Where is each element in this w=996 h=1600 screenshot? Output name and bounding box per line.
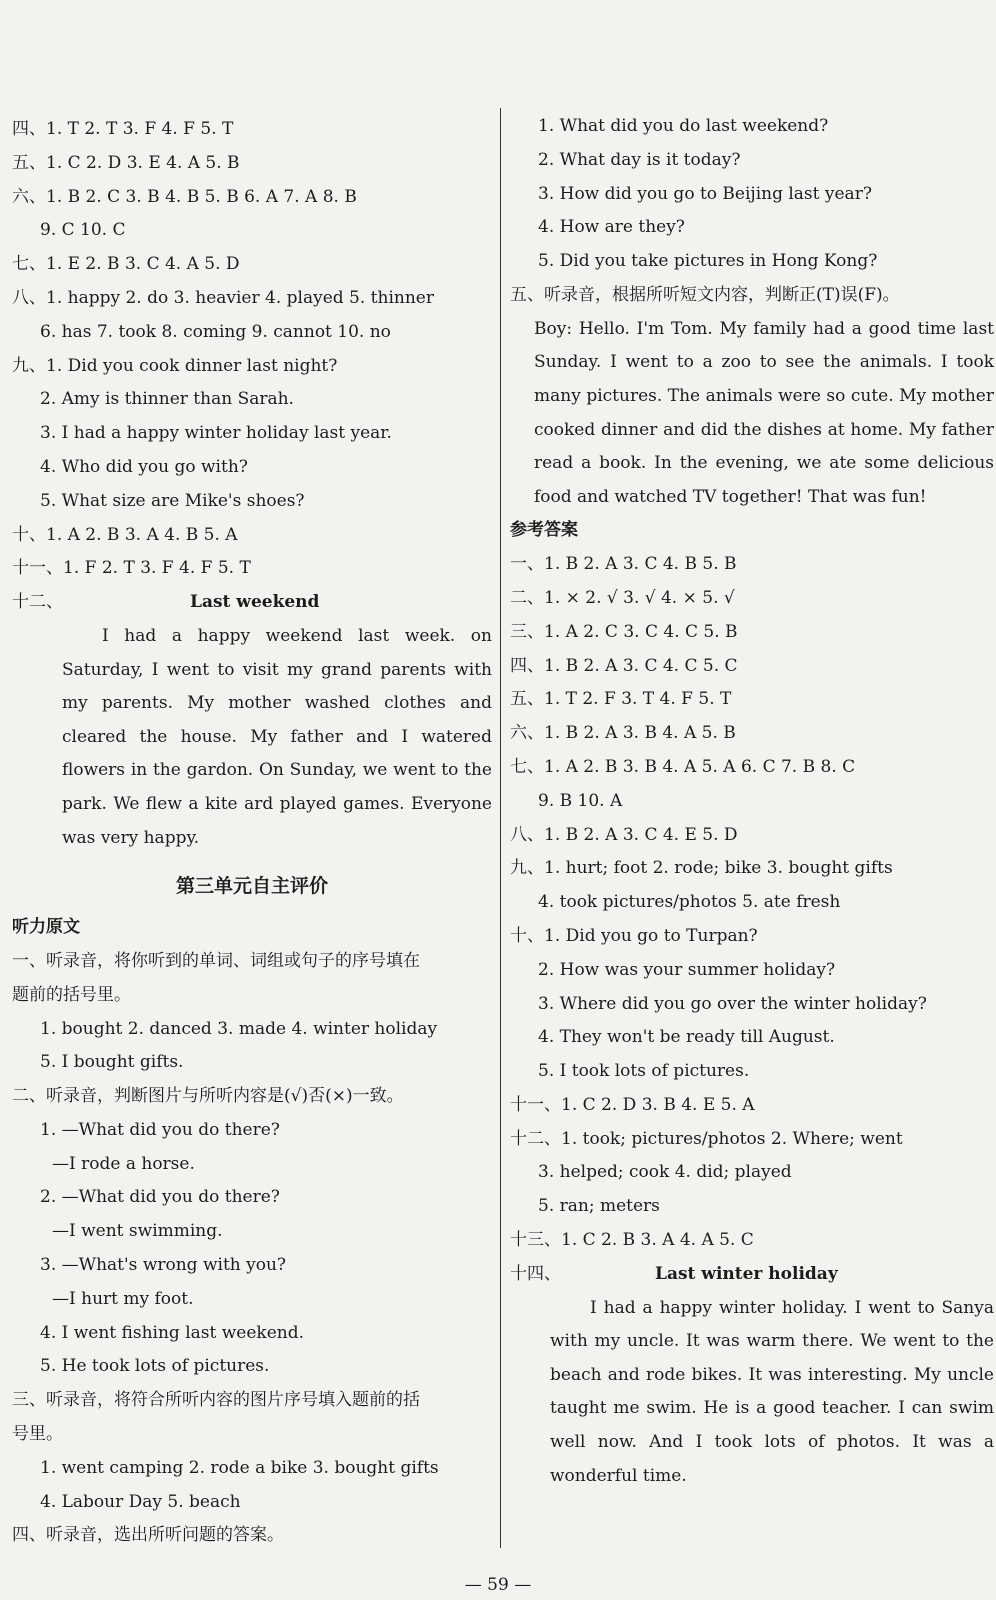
column-divider [500,108,501,1548]
question-line: 2. What day is it today? [538,149,741,170]
answer-line: 9. B 10. A [538,790,623,811]
question-line: 4. How are they? [538,217,685,238]
question-line: 1. What did you do last weekend? [538,116,829,136]
answer-line: 十、1. A 2. B 3. A 4. B 5. A [12,524,238,545]
question-title: 号里。 [12,1424,63,1445]
right-column [510,110,994,1493]
answer-line: 九、1. hurt; foot 2. rode; bike 3. bought gifts [510,858,893,879]
answer-line: 5. ran; meters [538,1196,660,1217]
passage-text: Boy: Hello. I'm Tom. My family had a good time last Sunday. I went to a zoo to see the animals. I took many pictures. The animals were so cute. My mother cooked dinner and did the dishes at home. My father read a book. In the evening, we ate some delicious food and watched TV together! That was fun! [534,318,994,507]
answer-line: 十一、1. C 2. D 3. B 4. E 5. A [510,1094,755,1115]
question-line: 1. went camping 2. rode a bike 3. bought gifts [40,1457,439,1478]
essay-label: 十二、 [12,592,63,613]
answer-line: 十三、1. C 2. B 3. A 4. A 5. C [510,1230,754,1251]
answer-line: 2. How was your summer holiday? [538,959,836,980]
essay-text: I had a happy weekend last week. on Saturday, I went to visit my grand parents with my parents. My mother washed clothes and cleared the house. My father and I watered flowers in the gardon. On Sunday, we went to the park. We flew a kite ard played games. Everyone was very happy. [62,625,492,848]
answer-line: 4. Who did you go with? [40,456,248,477]
answer-line: 5. I took lots of pictures. [538,1061,750,1082]
essay-header [12,586,492,620]
answer-line: 一、1. B 2. A 3. C 4. B 5. B [510,554,737,575]
answer-line: 4. took pictures/photos 5. ate fresh [538,892,841,913]
answer-line: 十、1. Did you go to Turpan? [510,925,758,946]
answer-line: 5. What size are Mike's shoes? [40,490,305,511]
answer-line: 四、1. B 2. A 3. C 4. C 5. C [510,655,738,676]
question-line: —I went swimming. [52,1221,223,1242]
question-line: 5. I bought gifts. [40,1052,184,1073]
question-line: 4. Labour Day 5. beach [40,1491,241,1512]
unit-title: 第三单元自主评价 [175,875,328,898]
essay-text: I had a happy winter holiday. I went to Sanya with my uncle. It was warm there. We went to the beach and rode bikes. It was interesting. My uncle taught me swim. He is a good teacher. I can swim well now. And I took lots of photos. It was a wonderful time. [550,1297,994,1486]
question-line: —I hurt my foot. [52,1288,194,1309]
question-title: 三、听录音，将符合所听内容的图片序号填入题前的括 [12,1390,420,1411]
answer-line: 3. I had a happy winter holiday last year. [40,423,392,444]
answer-line: 四、1. T 2. T 3. F 4. F 5. T [12,119,234,139]
answer-line: 9. C 10. C [40,220,126,241]
answer-line: 三、1. A 2. C 3. C 4. C 5. B [510,621,738,642]
answer-line: 6. has 7. took 8. coming 9. cannot 10. no [40,321,391,342]
answer-line: 八、1. happy 2. do 3. heavier 4. played 5. thinner [12,287,434,308]
answer-line: 六、1. B 2. A 3. B 4. A 5. B [510,723,736,744]
question-line: 1. bought 2. danced 3. made 4. winter holiday [40,1018,438,1039]
answer-line: 3. Where did you go over the winter holiday? [538,993,927,1014]
question-title: 题前的括号里。 [12,984,131,1005]
answer-line: 十二、1. took; pictures/photos 2. Where; went [510,1128,903,1149]
answer-line: 六、1. B 2. C 3. B 4. B 5. B 6. A 7. A 8. B [12,186,357,207]
listening-title: 听力原文 [12,917,80,938]
essay-label: 十四、 [510,1263,561,1284]
answer-line: 七、1. E 2. B 3. C 4. A 5. D [12,254,240,275]
answer-line: 九、1. Did you cook dinner last night? [12,355,338,376]
answer-line: 七、1. A 2. B 3. B 4. A 5. A 6. C 7. B 8. C [510,756,856,777]
answer-line: 五、1. C 2. D 3. E 4. A 5. B [12,152,240,173]
question-line: —I rode a horse. [52,1153,195,1174]
question-title: 二、听录音，判断图片与所听内容是(√)否(×)一致。 [12,1086,404,1107]
answers-title: 参考答案 [510,520,578,541]
answer-line: 4. They won't be ready till August. [538,1027,835,1048]
essay-header [510,1258,994,1292]
page-number: — 59 — [464,1575,532,1595]
answer-line: 二、1. × 2. √ 3. √ 4. × 5. √ [510,587,735,608]
essay-title: Last winter holiday [655,1263,838,1284]
question-title: 四、听录音，选出所听问题的答案。 [12,1525,284,1546]
essay-title: Last weekend [190,592,320,613]
question-line: 2. —What did you do there? [40,1187,280,1208]
question-title: 五、听录音，根据所听短文内容，判断正(T)误(F)。 [510,284,900,305]
answer-line: 八、1. B 2. A 3. C 4. E 5. D [510,824,738,845]
left-column [12,113,492,1553]
question-line: 1. —What did you do there? [40,1119,280,1140]
question-line: 4. I went fishing last weekend. [40,1322,305,1343]
question-title: 一、听录音，将你听到的单词、词组或句子的序号填在 [12,950,420,971]
answer-line: 十一、1. F 2. T 3. F 4. F 5. T [12,558,251,579]
question-line: 5. He took lots of pictures. [40,1356,270,1377]
answer-line: 五、1. T 2. F 3. T 4. F 5. T [510,689,732,710]
answer-line: 3. helped; cook 4. did; played [538,1162,792,1183]
question-line: 3. How did you go to Beijing last year? [538,183,872,204]
question-line: 5. Did you take pictures in Hong Kong? [538,251,878,272]
answer-line: 2. Amy is thinner than Sarah. [40,389,294,410]
question-line: 3. —What's wrong with you? [40,1255,287,1276]
